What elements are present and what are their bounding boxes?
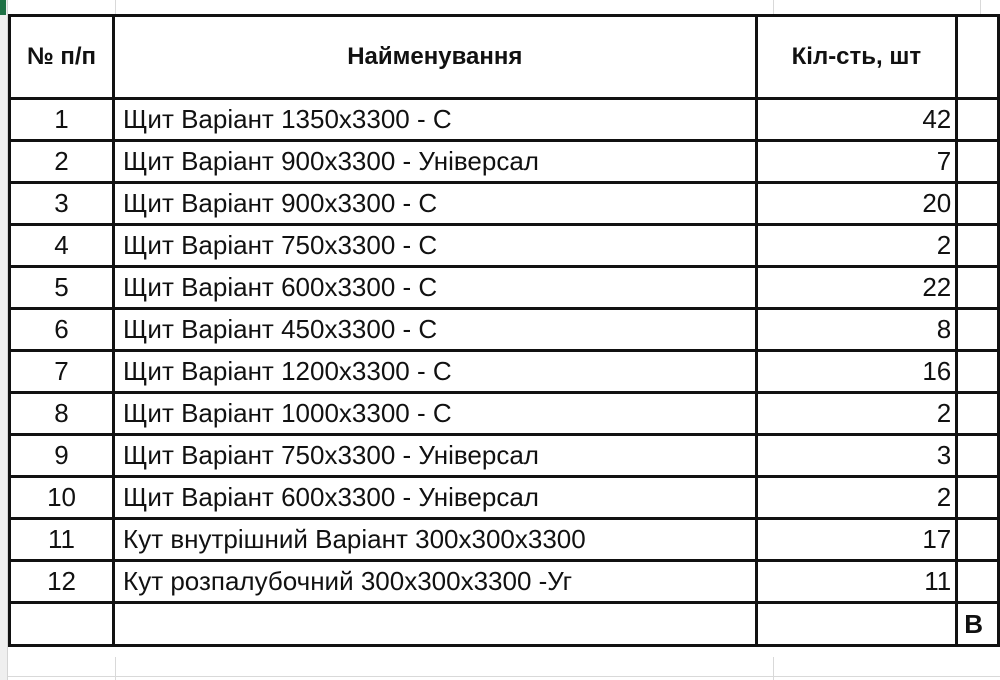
cell-quantity[interactable]: [756, 309, 957, 351]
header-row: [10, 16, 999, 99]
cell-name[interactable]: [114, 183, 756, 225]
cell-extra[interactable]: [957, 561, 999, 603]
cell-name[interactable]: [114, 225, 756, 267]
gridline: [8, 676, 1000, 677]
cell-quantity[interactable]: [756, 393, 957, 435]
cell-extra[interactable]: [957, 183, 999, 225]
cell-extra[interactable]: [957, 393, 999, 435]
cell-name[interactable]: [114, 141, 756, 183]
cell-number[interactable]: [10, 603, 114, 646]
cell-name[interactable]: [114, 477, 756, 519]
table-row: [10, 99, 999, 141]
cell-name-text: Щит Варіант 750х3300 - С: [123, 230, 438, 260]
cell-extra[interactable]: [957, 225, 999, 267]
cell-quantity-text: 22: [922, 272, 952, 302]
cell-extra[interactable]: [957, 477, 999, 519]
cell-quantity[interactable]: [756, 561, 957, 603]
cell-quantity-text: 16: [922, 356, 952, 386]
gridline: [115, 0, 116, 14]
total-label-text: В: [964, 608, 984, 639]
cell-name-text: Щит Варіант 600х3300 - Універсал: [123, 482, 539, 512]
cell-number[interactable]: 9: [10, 435, 114, 477]
cell-name-text: Щит Варіант 1350х3300 - С: [123, 104, 452, 134]
selected-cell-indicator: [0, 0, 6, 15]
cell-name[interactable]: [114, 393, 756, 435]
cell-quantity[interactable]: [756, 267, 957, 309]
table-row: [10, 435, 999, 477]
cell-extra[interactable]: [957, 309, 999, 351]
cell-name[interactable]: [114, 309, 756, 351]
header-number[interactable]: № п/п: [10, 16, 114, 99]
cell-name-text: Кут внутрішний Варіант 300х300х3300: [123, 524, 586, 554]
table-row: [10, 351, 999, 393]
cell-quantity[interactable]: [756, 99, 957, 141]
cell-name[interactable]: [114, 351, 756, 393]
cell-name[interactable]: [114, 267, 756, 309]
cell-name-text: Щит Варіант 450х3300 - С: [123, 314, 438, 344]
cell-quantity[interactable]: [756, 603, 957, 646]
cell-total-label[interactable]: [957, 603, 999, 646]
cell-number[interactable]: 8: [10, 393, 114, 435]
cell-quantity[interactable]: [756, 141, 957, 183]
cell-number[interactable]: 11: [10, 519, 114, 561]
cell-number[interactable]: 1: [10, 99, 114, 141]
specification-table: [8, 14, 1000, 647]
gridline: [980, 0, 981, 14]
cell-number[interactable]: 4: [10, 225, 114, 267]
cell-quantity[interactable]: [756, 225, 957, 267]
table-row: [10, 519, 999, 561]
table-row: [10, 309, 999, 351]
cell-quantity-text: 42: [922, 104, 952, 134]
cell-name[interactable]: [114, 435, 756, 477]
cell-name-text: Кут розпалубочний 300х300х3300 -Уг: [123, 566, 573, 596]
cell-extra[interactable]: [957, 351, 999, 393]
cell-quantity[interactable]: [756, 519, 957, 561]
table-row: [10, 225, 999, 267]
cell-name[interactable]: [114, 99, 756, 141]
cell-quantity[interactable]: [756, 435, 957, 477]
table-row: [10, 183, 999, 225]
cell-number[interactable]: 12: [10, 561, 114, 603]
table-row: [10, 561, 999, 603]
cell-quantity-text: 11: [924, 566, 952, 596]
cell-quantity-text: 7: [936, 146, 952, 176]
cell-quantity-text: 8: [936, 314, 952, 344]
table-row: [10, 267, 999, 309]
cell-number[interactable]: 3: [10, 183, 114, 225]
cell-name-text: Щит Варіант 1200х3300 - С: [123, 356, 452, 386]
cell-name-text: Щит Варіант 750х3300 - Універсал: [123, 440, 539, 470]
table-row: [10, 393, 999, 435]
cell-quantity-text: 2: [936, 482, 952, 512]
cell-name-text: Щит Варіант 600х3300 - С: [123, 272, 438, 302]
header-quantity[interactable]: Кіл-сть, шт: [756, 16, 957, 99]
total-row: [10, 603, 999, 646]
cell-quantity[interactable]: [756, 477, 957, 519]
gridline: [773, 0, 774, 14]
cell-name-text: Щит Варіант 900х3300 - С: [123, 188, 438, 218]
cell-number[interactable]: 2: [10, 141, 114, 183]
row-header-strip[interactable]: [0, 0, 8, 680]
cell-extra[interactable]: [957, 141, 999, 183]
header-name[interactable]: Найменування: [114, 16, 756, 99]
table-row: [10, 141, 999, 183]
cell-number[interactable]: 6: [10, 309, 114, 351]
cell-name[interactable]: [114, 519, 756, 561]
cell-number[interactable]: 10: [10, 477, 114, 519]
cell-number[interactable]: 7: [10, 351, 114, 393]
cell-quantity-text: 17: [922, 524, 952, 554]
cell-quantity-text: 20: [922, 188, 952, 218]
header-extra[interactable]: [957, 16, 999, 99]
cell-extra[interactable]: [957, 267, 999, 309]
cell-quantity-text: 3: [936, 440, 952, 470]
cell-name[interactable]: [114, 561, 756, 603]
cell-name-text: Щит Варіант 900х3300 - Універсал: [123, 146, 539, 176]
cell-extra[interactable]: [957, 99, 999, 141]
cell-extra[interactable]: [957, 519, 999, 561]
cell-name[interactable]: [114, 603, 756, 646]
cell-quantity[interactable]: [756, 351, 957, 393]
table-row: [10, 477, 999, 519]
cell-extra[interactable]: [957, 435, 999, 477]
cell-name-text: Щит Варіант 1000х3300 - С: [123, 398, 452, 428]
cell-number[interactable]: 5: [10, 267, 114, 309]
cell-quantity-text: 2: [936, 230, 952, 260]
cell-quantity[interactable]: [756, 183, 957, 225]
cell-quantity-text: 2: [936, 398, 952, 428]
